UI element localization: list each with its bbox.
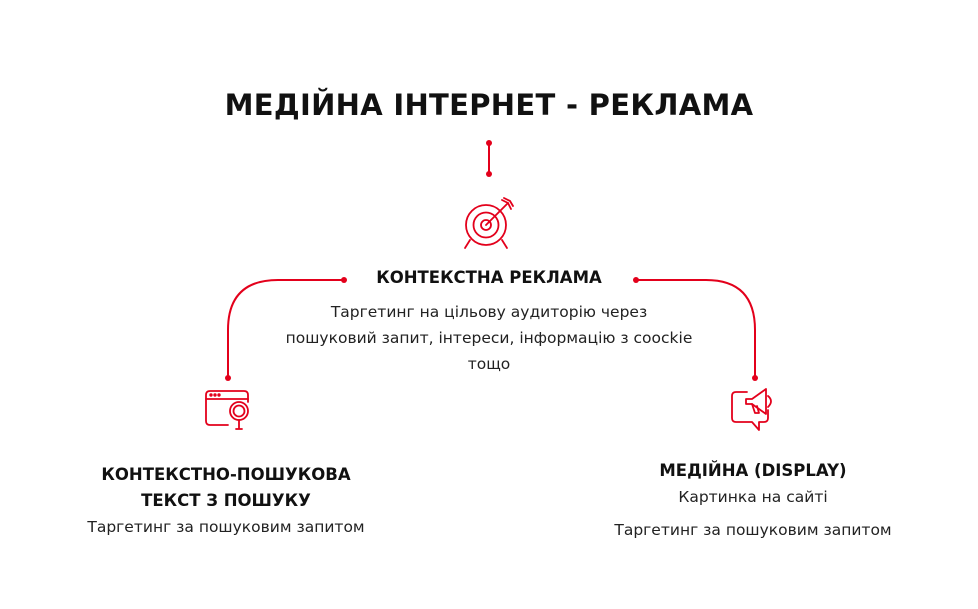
target-icon — [465, 198, 513, 248]
left-node-heading — [36, 462, 416, 514]
title-connector — [486, 140, 492, 177]
left-node-description: Таргетинг за пошуковим запитом — [87, 518, 365, 536]
center-node-description: Таргетинг на цільову аудиторію через пошуковий запит, інтереси, інформацію з coockie тощо — [285, 303, 693, 373]
right-node-subheading: Картинка на сайті — [678, 488, 828, 506]
center-node-heading: КОНТЕКСТНА РЕКЛАМА — [376, 268, 602, 287]
left-node-heading-line2: ТЕКСТ З ПОШУКУ — [141, 491, 311, 510]
left-node-heading-line1: КОНТЕКСТНО-ПОШУКОВА — [101, 465, 351, 484]
browser-search-icon — [206, 391, 248, 429]
right-node-heading: МЕДІЙНА (DISPLAY) — [659, 461, 847, 480]
right-node-description: Таргетинг за пошуковим запитом — [614, 521, 892, 539]
page-title: МЕДІЙНА ІНТЕРНЕТ - РЕКЛАМА — [224, 88, 754, 122]
megaphone-chat-icon — [732, 389, 771, 430]
